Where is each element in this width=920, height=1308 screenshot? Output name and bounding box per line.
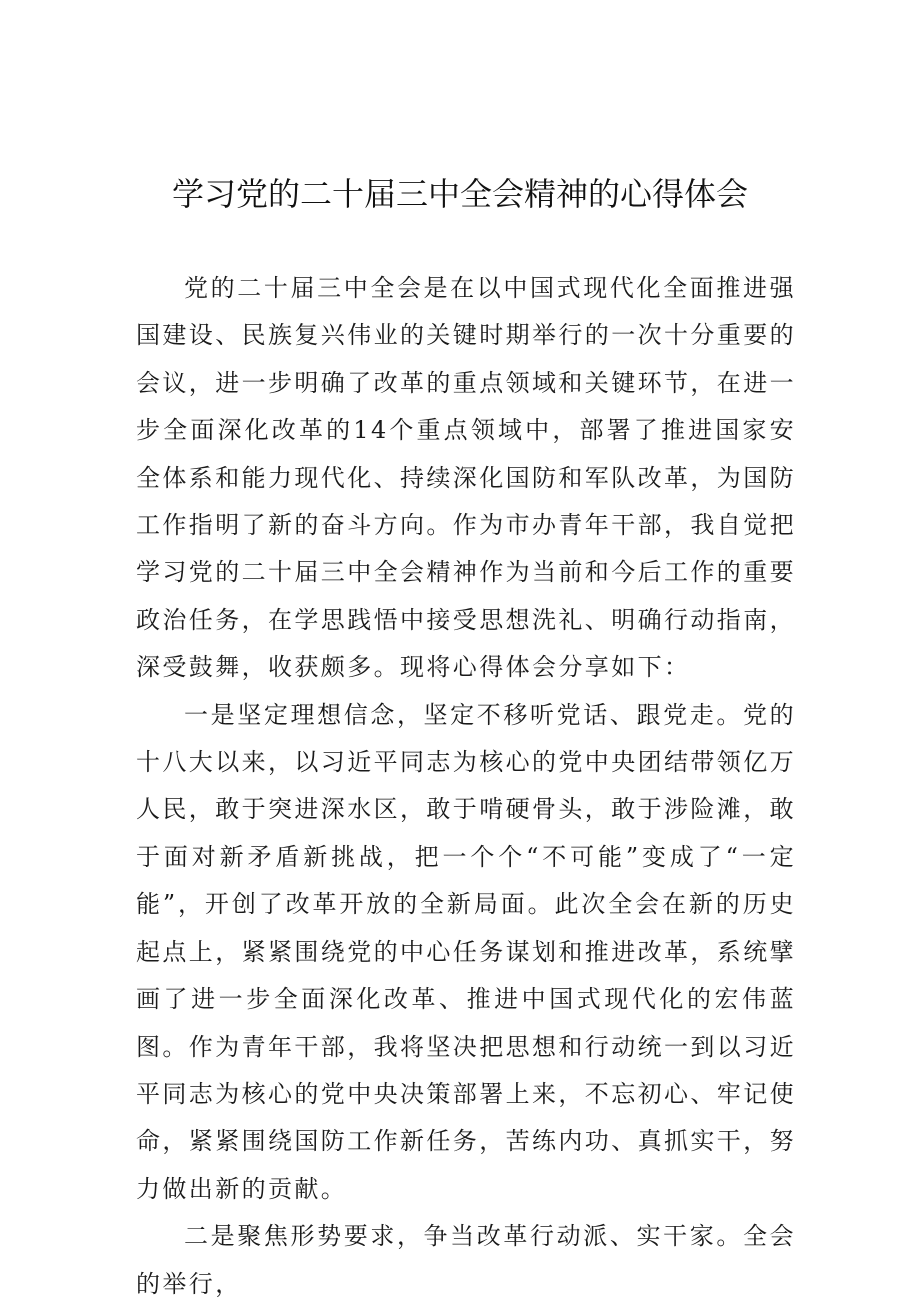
paragraph-point-two: 二是聚焦形势要求，争当改革行动派、实干家。全会的举行， xyxy=(136,1222,796,1298)
paragraph-point-one: 一是坚定理想信念，坚定不移听党话、跟党走。党的十八大以来，以习近平同志为核心的党中央团结带领亿万人民，敢于突进深水区，敢于啃硬骨头，敢于涉险滩，敢于面对新矛盾新挑战，把一个个“不可能”变成了“一定能”，开创了改革开放的全新局面。此次全会在新的历史起点上，紧紧围绕党的中心任务谋划和推进改革，系统擘画了进一步全面深化改革、推进中国式现代化的宏伟蓝图。作为青年干部，我将坚决把思想和行动统一到以习近平同志为核心的党中央决策部署上来，不忘初心、牢记使命，紧紧围绕国防工作新任务，苦练内功、真抓实干，努力做出新的贡献。 xyxy=(136,700,796,1203)
document-body xyxy=(136,265,796,1308)
document-title: 学习党的二十届三中全会精神的心得体会 xyxy=(171,175,748,213)
paragraph-intro: 党的二十届三中全会是在以中国式现代化全面推进强国建设、民族复兴伟业的关键时期举行的一次十分重要的会议，进一步明确了改革的重点领域和关键环节，在进一步全面深化改革的14个重点领域中，部署了推进国家安全体系和能力现代化、持续深化国防和军队改革，为国防工作指明了新的奋斗方向。作为市办青年干部，我自觉把学习党的二十届三中全会精神作为当前和今后工作的重要政治任务，在学思践悟中接受思想洗礼、明确行动指南，深受鼓舞，收获颇多。现将心得体会分享如下： xyxy=(136,274,796,682)
